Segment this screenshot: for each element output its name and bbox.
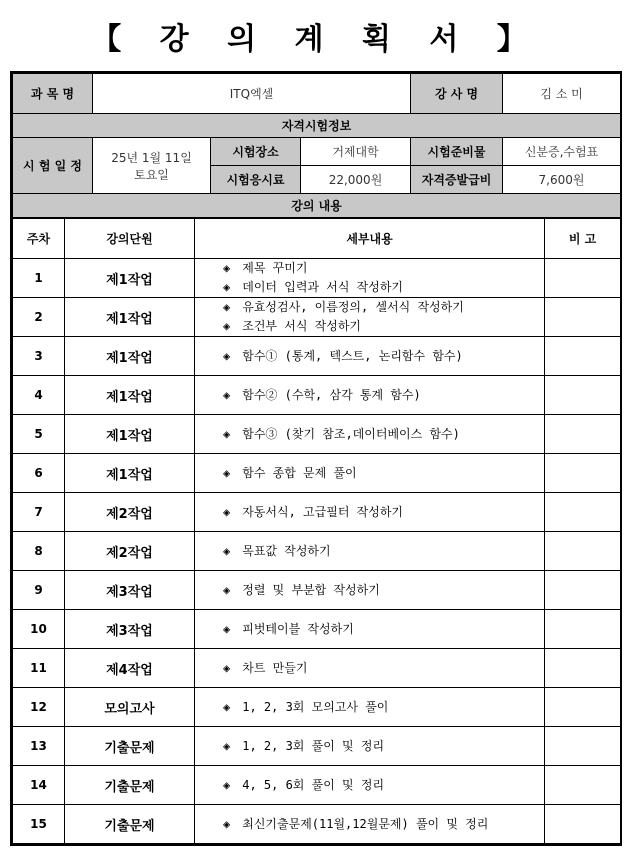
- detail-line: [223, 581, 544, 600]
- subject-label: 과 목 명: [13, 74, 93, 114]
- detail-cell: [195, 493, 545, 532]
- schedule-table: [12, 218, 621, 844]
- detail-line: [223, 776, 544, 795]
- detail-cell: [195, 688, 545, 727]
- note-cell: [545, 415, 621, 454]
- week-number: 14: [13, 766, 65, 805]
- week-number: 9: [13, 571, 65, 610]
- detail-cell: [195, 415, 545, 454]
- diamond-bullet-icon: ◈: [223, 699, 231, 714]
- detail-text: 피벗테이블 작성하기: [242, 621, 354, 636]
- detail-cell: [195, 532, 545, 571]
- note-cell: [545, 688, 621, 727]
- detail-cell: [195, 805, 545, 844]
- detail-line: [223, 698, 544, 717]
- detail-cell: [195, 454, 545, 493]
- detail-text: 함수② (수학, 삼각 통계 함수): [242, 387, 421, 402]
- detail-text: 함수① (통계, 텍스트, 논리함수 함수): [242, 348, 463, 363]
- unit-name: 제2작업: [65, 532, 195, 571]
- detail-line: [223, 298, 544, 317]
- table-row: [13, 376, 621, 415]
- detail-line: [223, 425, 544, 444]
- detail-cell: [195, 610, 545, 649]
- detail-text: 함수 종합 문제 풀이: [242, 465, 357, 480]
- unit-name: 제1작업: [65, 337, 195, 376]
- detail-cell: [195, 649, 545, 688]
- detail-cell: [195, 727, 545, 766]
- issue-label: 자격증발급비: [411, 166, 503, 194]
- week-number: 15: [13, 805, 65, 844]
- note-cell: [545, 298, 621, 337]
- note-cell: [545, 493, 621, 532]
- table-row: [13, 649, 621, 688]
- diamond-bullet-icon: ◈: [223, 300, 231, 314]
- detail-cell: [195, 337, 545, 376]
- info-table: [12, 73, 621, 218]
- table-row: [13, 688, 621, 727]
- detail-cell: [195, 259, 545, 298]
- detail-text: 제목 꾸미기: [242, 261, 308, 275]
- diamond-bullet-icon: ◈: [223, 465, 231, 480]
- detail-cell: [195, 766, 545, 805]
- table-row: [13, 454, 621, 493]
- table-row: [13, 571, 621, 610]
- detail-cell: [195, 376, 545, 415]
- detail-line: [223, 347, 544, 366]
- detail-line: [223, 737, 544, 756]
- table-row: [13, 415, 621, 454]
- note-cell: [545, 610, 621, 649]
- issue-value: 7,600원: [503, 166, 621, 194]
- week-number: 13: [13, 727, 65, 766]
- diamond-bullet-icon: ◈: [223, 621, 231, 636]
- table-row: [13, 805, 621, 844]
- table-row: [13, 337, 621, 376]
- week-number: 8: [13, 532, 65, 571]
- table-row: [13, 298, 621, 337]
- detail-text: 자동서식, 고급필터 작성하기: [242, 504, 404, 519]
- week-number: 4: [13, 376, 65, 415]
- unit-name: 제1작업: [65, 454, 195, 493]
- week-number: 11: [13, 649, 65, 688]
- detail-text: 함수③ (찾기 참조,데이터베이스 함수): [242, 426, 460, 441]
- content-band: 강의 내용: [13, 194, 621, 218]
- subject-value: ITQ엑셀: [93, 74, 411, 114]
- diamond-bullet-icon: ◈: [223, 280, 231, 294]
- detail-text: 정렬 및 부분합 작성하기: [242, 582, 380, 597]
- detail-line: [223, 659, 544, 678]
- diamond-bullet-icon: ◈: [223, 582, 231, 597]
- plan-frame: [10, 71, 622, 846]
- fee-value: 22,000원: [301, 166, 411, 194]
- note-cell: [545, 571, 621, 610]
- detail-text: 1, 2, 3회 모의고사 풀이: [242, 699, 389, 714]
- note-cell: [545, 805, 621, 844]
- teacher-value: 김 소 미: [503, 74, 621, 114]
- diamond-bullet-icon: ◈: [223, 543, 231, 558]
- detail-text: 4, 5, 6회 풀이 및 정리: [242, 777, 385, 792]
- cert-info-band: 자격시험정보: [13, 114, 621, 138]
- page-title: 【 강 의 계 획 서 】: [91, 22, 541, 57]
- diamond-bullet-icon: ◈: [223, 660, 231, 675]
- diamond-bullet-icon: ◈: [223, 387, 231, 402]
- prep-label: 시험준비물: [411, 138, 503, 166]
- detail-cell: [195, 571, 545, 610]
- week-number: 6: [13, 454, 65, 493]
- week-number: 7: [13, 493, 65, 532]
- col-note: 비 고: [545, 219, 621, 259]
- unit-name: 제1작업: [65, 376, 195, 415]
- note-cell: [545, 649, 621, 688]
- col-detail: 세부내용: [195, 219, 545, 259]
- col-unit: 강의단원: [65, 219, 195, 259]
- week-number: 3: [13, 337, 65, 376]
- diamond-bullet-icon: ◈: [223, 777, 231, 792]
- exam-date-label: 시 험 일 정: [13, 138, 93, 194]
- detail-text: 1, 2, 3회 풀이 및 정리: [242, 738, 385, 753]
- fee-label: 시험응시료: [211, 166, 301, 194]
- detail-text: 최신기출문제(11월,12월문제) 풀이 및 정리: [242, 816, 489, 831]
- table-row: [13, 727, 621, 766]
- exam-date-line1: 25년 1월 11일: [111, 150, 192, 165]
- prep-value: 신분증,수험표: [503, 138, 621, 166]
- note-cell: [545, 532, 621, 571]
- detail-line: [223, 317, 544, 336]
- note-cell: [545, 259, 621, 298]
- detail-text: 목표값 작성하기: [242, 543, 331, 558]
- unit-name: 기출문제: [65, 727, 195, 766]
- detail-line: [223, 386, 544, 405]
- detail-text: 조건부 서식 작성하기: [242, 319, 362, 333]
- diamond-bullet-icon: ◈: [223, 319, 231, 333]
- note-cell: [545, 376, 621, 415]
- table-row: [13, 766, 621, 805]
- note-cell: [545, 337, 621, 376]
- exam-date-line2: 토요일: [134, 167, 169, 182]
- week-number: 12: [13, 688, 65, 727]
- detail-text: 유효성검사, 이름정의, 셀서식 작성하기: [242, 300, 464, 314]
- table-row: [13, 532, 621, 571]
- unit-name: 제3작업: [65, 571, 195, 610]
- unit-name: 제1작업: [65, 415, 195, 454]
- detail-line: [223, 503, 544, 522]
- week-number: 5: [13, 415, 65, 454]
- exam-date-value: [93, 138, 211, 194]
- detail-line: [223, 542, 544, 561]
- diamond-bullet-icon: ◈: [223, 816, 231, 831]
- table-row: [13, 610, 621, 649]
- detail-text: 데이터 입력과 서식 작성하기: [242, 280, 404, 294]
- col-week: 주차: [13, 219, 65, 259]
- detail-text: 차트 만들기: [242, 660, 308, 675]
- detail-line: [223, 464, 544, 483]
- week-number: 2: [13, 298, 65, 337]
- unit-name: 기출문제: [65, 766, 195, 805]
- diamond-bullet-icon: ◈: [223, 426, 231, 441]
- unit-name: 제1작업: [65, 259, 195, 298]
- note-cell: [545, 727, 621, 766]
- diamond-bullet-icon: ◈: [223, 738, 231, 753]
- unit-name: 제2작업: [65, 493, 195, 532]
- note-cell: [545, 766, 621, 805]
- detail-line: [223, 815, 544, 834]
- table-row: [13, 259, 621, 298]
- diamond-bullet-icon: ◈: [223, 504, 231, 519]
- week-number: 10: [13, 610, 65, 649]
- venue-value: 거제대학: [301, 138, 411, 166]
- detail-line: [223, 620, 544, 639]
- detail-line: [223, 259, 544, 278]
- unit-name: 제4작업: [65, 649, 195, 688]
- unit-name: 기출문제: [65, 805, 195, 844]
- teacher-label: 강 사 명: [411, 74, 503, 114]
- note-cell: [545, 454, 621, 493]
- detail-cell: [195, 298, 545, 337]
- diamond-bullet-icon: ◈: [223, 348, 231, 363]
- unit-name: 제1작업: [65, 298, 195, 337]
- unit-name: 모의고사: [65, 688, 195, 727]
- unit-name: 제3작업: [65, 610, 195, 649]
- table-row: [13, 493, 621, 532]
- week-number: 1: [13, 259, 65, 298]
- diamond-bullet-icon: ◈: [223, 261, 231, 275]
- detail-line: [223, 278, 544, 297]
- venue-label: 시험장소: [211, 138, 301, 166]
